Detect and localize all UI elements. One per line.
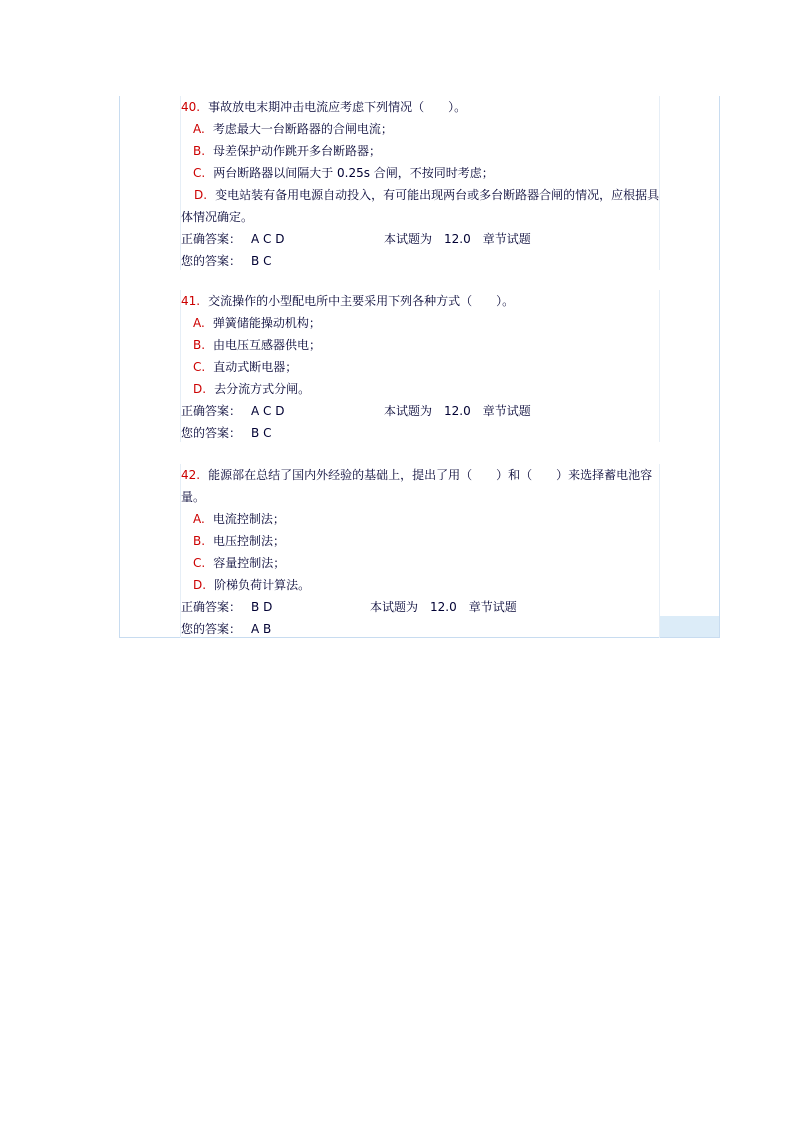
your-answer-label: 您的答案： (181, 622, 242, 636)
option-d (180, 184, 660, 228)
option-letter: C. (193, 360, 206, 374)
option-letter: D. (193, 578, 207, 592)
correct-answer-row (180, 400, 660, 422)
option-text: 电压控制法； (213, 534, 286, 548)
question-41 (180, 290, 660, 442)
question-text: 交流操作的小型配电所中主要采用下列各种方式（ ）。 (208, 294, 515, 308)
score-type: 章节试题 (482, 232, 531, 246)
side-strip (659, 616, 719, 637)
score-type: 章节试题 (482, 404, 531, 418)
option-c (180, 162, 660, 184)
your-answer-value: A B (251, 622, 272, 636)
option-text: 容量控制法； (213, 556, 286, 570)
your-answer-row (180, 250, 660, 272)
option-letter: B. (193, 338, 206, 352)
question-40 (180, 96, 660, 270)
option-a (180, 508, 660, 530)
question-text: 能源部在总结了国内外经验的基础上，提出了用（ ）和（ ）来选择蓄电池容量。 (181, 468, 653, 504)
option-letter: C. (193, 556, 206, 570)
question-number: 42. (181, 468, 201, 482)
your-answer-row (180, 618, 660, 640)
option-c (180, 552, 660, 574)
option-a (180, 312, 660, 334)
option-letter: C. (193, 166, 206, 180)
correct-answer-row (180, 596, 660, 618)
option-b (180, 530, 660, 552)
question-number: 41. (181, 294, 201, 308)
option-letter: B. (193, 534, 206, 548)
score-value: 12.0 (430, 600, 457, 614)
option-b (180, 334, 660, 356)
option-text: 变电站装有备用电源自动投入，有可能出现两台或多台断路器合闸的情况，应根据具体情况确定。 (181, 188, 660, 224)
question-title (180, 464, 660, 508)
your-answer-value: B C (251, 254, 272, 268)
option-text: 去分流方式分闸。 (214, 382, 311, 396)
option-text: 由电压互感器供电； (213, 338, 322, 352)
option-text: 考虑最大一台断路器的合闸电流； (212, 122, 393, 136)
option-letter: A. (193, 316, 205, 330)
score-info (370, 596, 517, 618)
score-value: 12.0 (444, 232, 471, 246)
option-a (180, 118, 660, 140)
correct-answer-label: 正确答案： (181, 404, 242, 418)
option-text: 母差保护动作跳开多台断路器； (213, 144, 382, 158)
score-label: 本试题为 (384, 232, 433, 246)
option-letter: B. (193, 144, 206, 158)
option-text: 阶梯负荷计算法。 (214, 578, 311, 592)
option-text: 弹簧储能操动机构； (212, 316, 321, 330)
your-answer-label: 您的答案： (181, 426, 242, 440)
score-info (384, 228, 531, 250)
option-d (180, 574, 660, 596)
option-letter: D. (194, 188, 208, 202)
score-info (384, 400, 531, 422)
option-text: 电流控制法； (212, 512, 285, 526)
correct-answer-value: A C D (251, 232, 285, 246)
option-letter: A. (193, 512, 205, 526)
score-type: 章节试题 (468, 600, 517, 614)
score-value: 12.0 (444, 404, 471, 418)
score-label: 本试题为 (384, 404, 433, 418)
correct-answer-label: 正确答案： (181, 600, 242, 614)
option-letter: A. (193, 122, 205, 136)
question-number: 40. (181, 100, 201, 114)
correct-answer-label: 正确答案： (181, 232, 242, 246)
your-answer-label: 您的答案： (181, 254, 242, 268)
correct-answer-value: B D (251, 600, 273, 614)
option-text: 直动式断电器； (213, 360, 298, 374)
option-c (180, 356, 660, 378)
correct-answer-value: A C D (251, 404, 285, 418)
score-label: 本试题为 (370, 600, 419, 614)
your-answer-row (180, 422, 660, 444)
question-title (180, 290, 660, 312)
option-d (180, 378, 660, 400)
question-42 (180, 464, 660, 638)
option-letter: D. (193, 382, 207, 396)
question-title (180, 96, 660, 118)
question-text: 事故放电末期冲击电流应考虑下列情况（ ）。 (208, 100, 467, 114)
correct-answer-row (180, 228, 660, 250)
option-b (180, 140, 660, 162)
option-text: 两台断路器以间隔大于 0.25s 合闸，不按同时考虑； (213, 166, 494, 180)
your-answer-value: B C (251, 426, 272, 440)
